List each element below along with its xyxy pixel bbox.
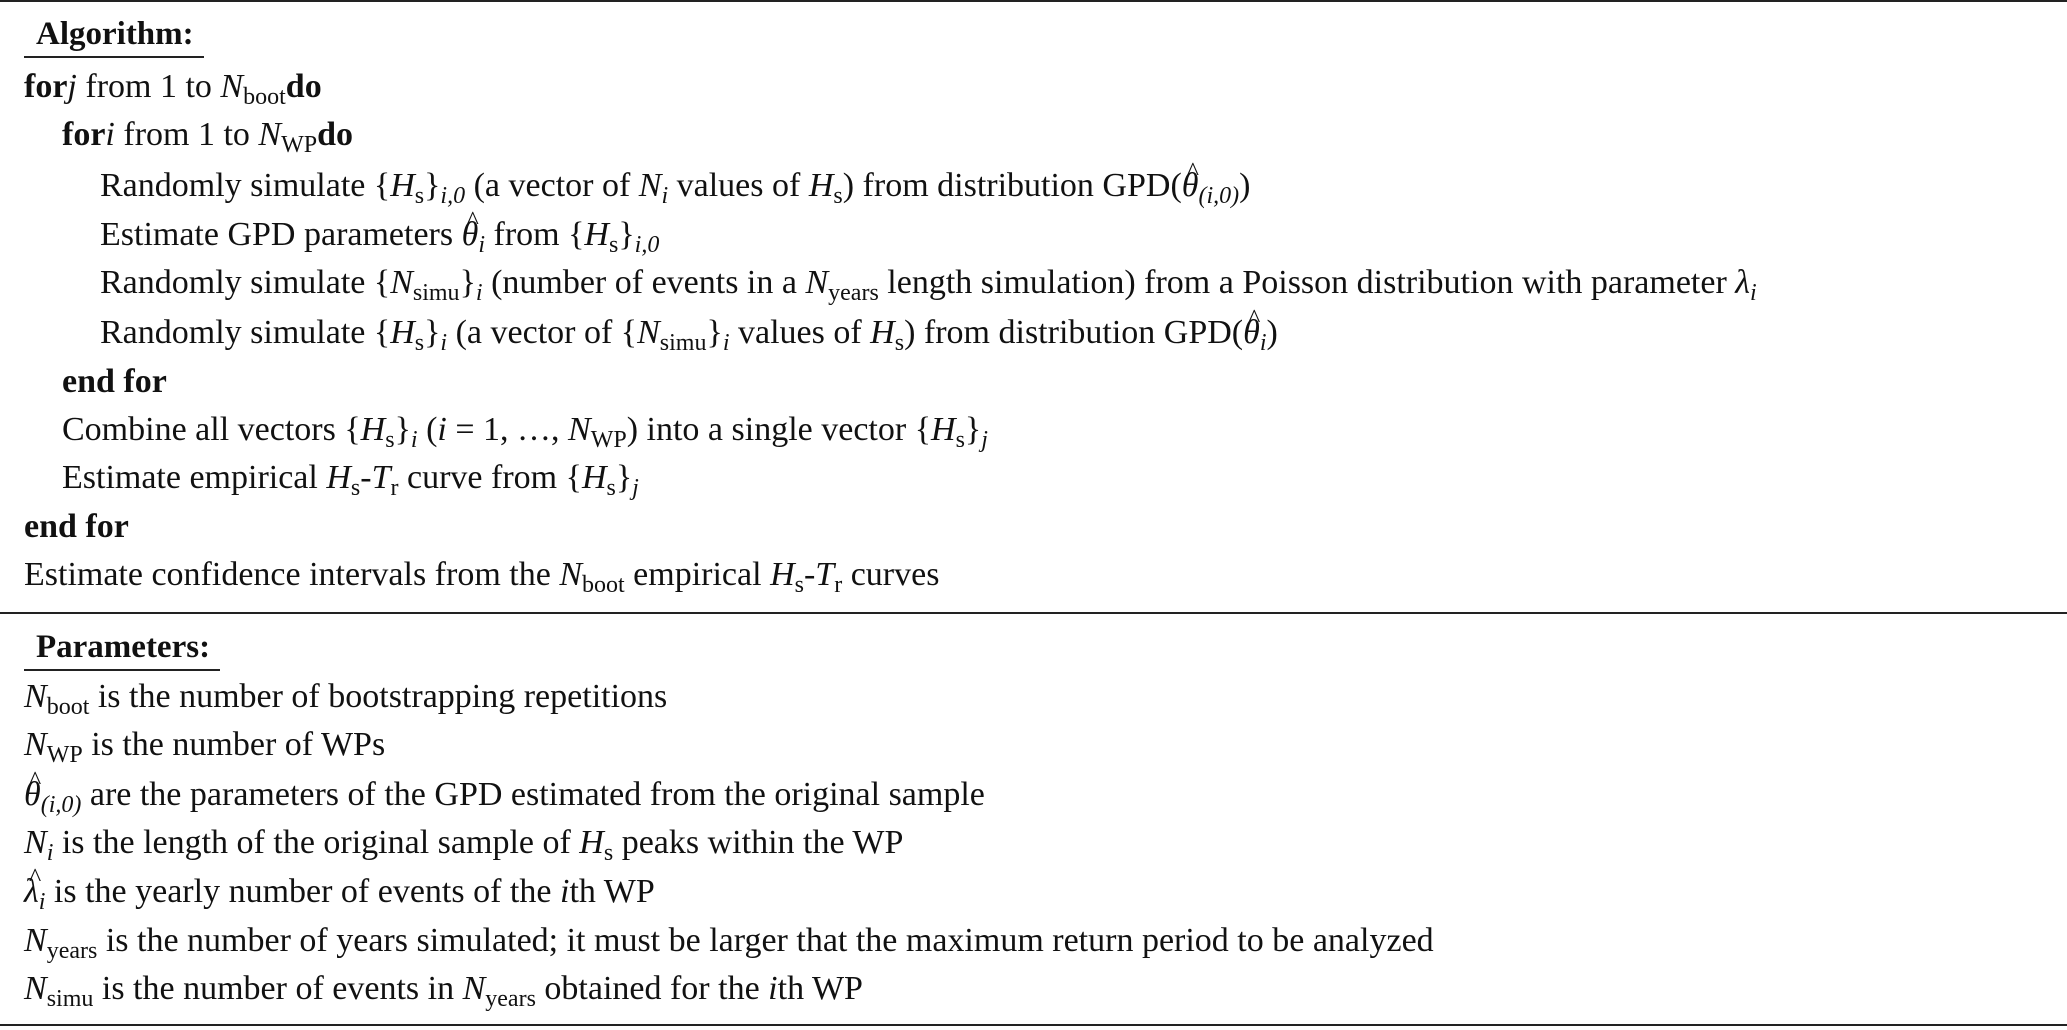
param-lambda: ^ $\lambda_i$ is the yearly number of events of the ith WP [24, 869, 655, 915]
algorithm-heading: Algorithm: [24, 14, 204, 58]
top-rule [0, 0, 2067, 2]
step-simulate-nsimu: Randomly simulate $\{N_{simu}\}_i$ (number of events in a $N_{years}$ length simulation) from a Poisson distribution with parameter $\lambda_i$ [100, 264, 1757, 306]
param-nsimu: $N_{simu}$ is the number of events in $N_{years}$ obtained for the ith WP [24, 970, 863, 1012]
bottom-rule [0, 1024, 2067, 1026]
inner-loop-line: fori from 1 to $N_{WP}do$ [62, 116, 354, 158]
inner-end-for: end for [62, 363, 167, 400]
param-ni: $N_i$ is the length of the original sample of $H_s$ peaks within the WP [24, 824, 904, 866]
step-simulate-hs-initial: Randomly simulate $\{H_s\}_{i,0}$ (a vector of $N_i$ values of $H_s$) from distribution GPD(^ $\theta_{(i,0)}$) [100, 163, 1250, 209]
param-nwp: $N_{WP}$ is the number of WPs [24, 726, 386, 768]
outer-end-for: end for [24, 508, 129, 545]
step-confidence-intervals: Estimate confidence intervals from the $N_{boot}$ empirical $H_s-T_r$ curves [24, 556, 940, 598]
middle-rule [0, 612, 2067, 614]
param-nyears: $N_{years}$ is the number of years simulated; it must be larger that the maximum return period to be analyzed [24, 922, 1434, 964]
step-combine-vectors: Combine all vectors $\{H_s\}_i$ (i = 1, …, $N_{WP}$) into a single vector $\{H_s\}_j$ [62, 411, 988, 453]
outer-loop-line: forj from 1 to $N_{boot}do$ [24, 68, 322, 110]
step-estimate-curve: Estimate empirical $H_s-T_r$ curve from $\{H_s\}_j$ [62, 459, 639, 501]
step-estimate-gpd: Estimate GPD parameters ^ $\theta_i$ from $\{H_s\}_{i,0}$ [100, 212, 659, 258]
step-simulate-hs: Randomly simulate $\{H_s\}_i$ (a vector of $\{N_{simu}\}_i$ values of $H_s$) from distribution GPD(^ $\theta_i$) [100, 310, 1278, 356]
parameters-heading: Parameters: [24, 627, 220, 671]
param-theta: ^ $\theta_{(i,0)}$ are the parameters of the GPD estimated from the original sample [24, 772, 985, 818]
param-nboot: $N_{boot}$ is the number of bootstrapping repetitions [24, 678, 668, 720]
